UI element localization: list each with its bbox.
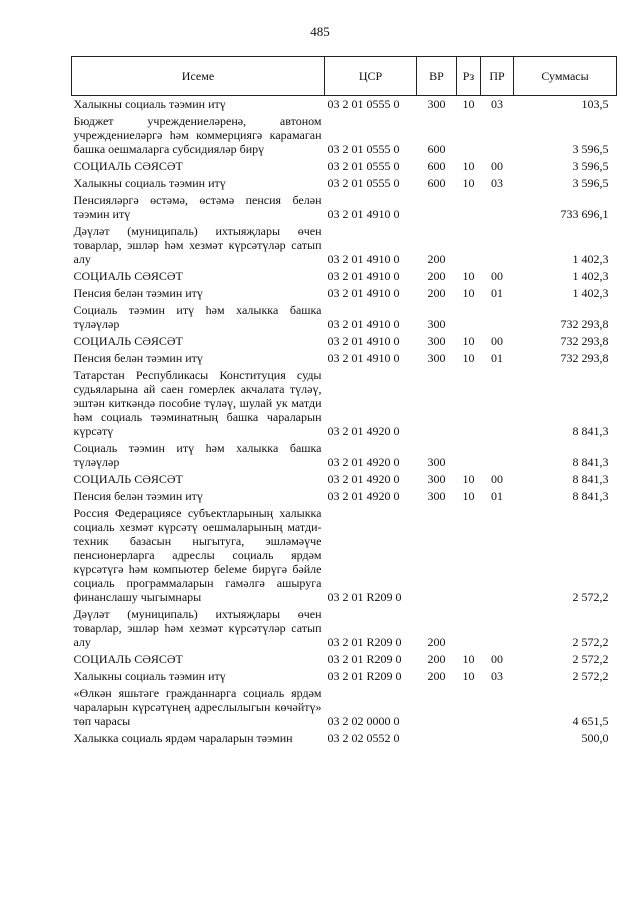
cell-sum: 2 572,2 [572, 590, 609, 604]
cell-name: Россия Федерациясе субъектларының халыкка социаль хезмәт күрсәтү оешмаларының матди-техник базасын ныгытуга, эшләмәүче пенсионерларга адреслы социаль ярдәм күрсәтүгә һәм компьютер беleме бирүгә бәйле социаль программаларын гамәлгә ашыруга финанслашу чыгымнары [73, 506, 322, 604]
table-row [72, 192, 617, 223]
table-row [72, 505, 617, 606]
cell-name: СОЦИАЛЬ СӘЯСӘТ [73, 269, 183, 283]
cell-pr [481, 505, 514, 606]
cell-sum: 2 572,2 [572, 635, 609, 649]
table-row [72, 302, 617, 333]
cell-pr: 03 [491, 669, 503, 683]
table-body [72, 96, 617, 748]
cell-rz [457, 302, 481, 333]
table-row [72, 333, 617, 350]
cell-vr: 300 [427, 489, 446, 503]
cell-pr [481, 223, 514, 268]
cell-vr: 200 [427, 652, 446, 666]
cell-name: Татарстан Республикасы Конституция суды судьяларына ай саен гомерлек акчалата түләү, эштән киткәндә пособие түләү, шулай ук матди һәм социаль тәэминатның башка чараларын күрсәтү [73, 368, 322, 438]
column-header-name: Исеме [72, 57, 325, 96]
column-header-csr: ЦСР [325, 57, 417, 96]
cell-pr [481, 440, 514, 471]
cell-vr: 300 [427, 351, 446, 365]
cell-rz [457, 606, 481, 651]
cell-csr: 03 2 01 4910 0 [327, 286, 400, 300]
cell-name: Пенсияләргә өстәмә, өстәмә пенсия белән тәэмин итү [73, 193, 322, 221]
cell-sum: 732 293,8 [560, 351, 609, 365]
cell-vr: 200 [427, 286, 446, 300]
cell-csr: 03 2 01 R209 0 [327, 590, 402, 604]
cell-rz [457, 505, 481, 606]
cell-pr: 00 [491, 472, 503, 486]
cell-name: Бюджет учреждениеләренә, автоном учреждениеләргә һәм коммерциягә карамаган башка оешмаларга субсидияләр бирү [73, 114, 322, 156]
cell-name: Социаль тәэмин итү һәм халыкка башка түләүләр [73, 303, 322, 331]
cell-csr: 03 2 01 4920 0 [327, 472, 400, 486]
cell-vr: 200 [427, 635, 446, 649]
cell-pr: 03 [491, 97, 503, 111]
cell-rz [457, 367, 481, 440]
cell-name: Социаль тәэмин итү һәм халыкка башка түләүләр [73, 441, 322, 469]
cell-sum: 8 841,3 [572, 424, 609, 438]
cell-sum: 733 696,1 [560, 207, 609, 221]
table-row [72, 440, 617, 471]
cell-csr: 03 2 01 4910 0 [327, 207, 400, 221]
table-row [72, 113, 617, 158]
cell-name: Пенсия белән тәэмин итү [73, 489, 203, 503]
cell-rz: 10 [462, 669, 475, 683]
cell-name: Дәүләт (муниципаль) ихтыяҗлары өчен товарлар, эшләр һәм хезмәт күрсәтүләр сатып алу [73, 607, 322, 649]
cell-csr: 03 2 01 4920 0 [327, 455, 400, 469]
cell-csr: 03 2 01 R209 0 [327, 635, 402, 649]
cell-csr: 03 2 01 R209 0 [327, 652, 402, 666]
cell-pr [481, 606, 514, 651]
cell-sum: 732 293,8 [560, 317, 609, 331]
cell-csr: 03 2 01 4910 0 [327, 252, 400, 266]
cell-name: Халыкка социаль ярдәм чараларын тәэмин [73, 731, 293, 745]
table-row [72, 96, 617, 114]
cell-pr [481, 113, 514, 158]
cell-pr: 03 [491, 176, 503, 190]
table-row [72, 488, 617, 505]
table-row [72, 268, 617, 285]
cell-pr: 01 [491, 286, 503, 300]
cell-csr: 03 2 01 4910 0 [327, 351, 400, 365]
cell-name: Дәүләт (муниципаль) ихтыяҗлары өчен товарлар, эшләр һәм хезмәт күрсәтүләр сатып алу [73, 224, 322, 266]
table-row [72, 685, 617, 730]
cell-name: СОЦИАЛЬ СӘЯСӘТ [73, 334, 183, 348]
cell-name: Пенсия белән тәэмин итү [73, 286, 203, 300]
table-row [72, 223, 617, 268]
cell-pr [481, 302, 514, 333]
table-row [72, 606, 617, 651]
cell-rz: 10 [462, 652, 475, 666]
cell-sum: 103,5 [581, 97, 609, 111]
cell-name: Пенсия белән тәэмин итү [73, 351, 203, 365]
cell-vr: 300 [427, 455, 446, 469]
page-number: 485 [310, 24, 330, 39]
cell-pr: 00 [491, 652, 503, 666]
cell-rz: 10 [462, 176, 475, 190]
cell-vr: 600 [427, 159, 446, 173]
cell-sum: 8 841,3 [572, 455, 609, 469]
cell-rz: 10 [462, 334, 475, 348]
cell-vr: 300 [427, 97, 446, 111]
cell-name: Халыкны социаль тәэмин итү [73, 669, 226, 683]
cell-vr [417, 685, 457, 730]
cell-pr: 00 [491, 159, 503, 173]
cell-rz [457, 730, 481, 747]
column-header-pr: ПР [481, 57, 514, 96]
cell-rz: 10 [462, 97, 475, 111]
cell-name: СОЦИАЛЬ СӘЯСӘТ [73, 652, 183, 666]
cell-rz: 10 [462, 472, 475, 486]
cell-rz [457, 685, 481, 730]
cell-sum: 8 841,3 [572, 472, 609, 486]
cell-sum: 732 293,8 [560, 334, 609, 348]
cell-vr: 200 [427, 252, 446, 266]
column-header-sum: Суммасы [514, 57, 617, 96]
cell-vr [417, 367, 457, 440]
table-row [72, 651, 617, 668]
cell-sum: 3 596,5 [572, 176, 609, 190]
table-row [72, 158, 617, 175]
cell-vr: 600 [427, 176, 446, 190]
cell-pr [481, 730, 514, 747]
table-header [72, 57, 617, 96]
cell-sum: 1 402,3 [572, 252, 609, 266]
cell-rz: 10 [462, 351, 475, 365]
cell-sum: 1 402,3 [572, 269, 609, 283]
cell-sum: 3 596,5 [572, 142, 609, 156]
cell-rz: 10 [462, 489, 475, 503]
cell-name: Халыкны социаль тәэмин итү [73, 97, 226, 111]
cell-sum: 3 596,5 [572, 159, 609, 173]
cell-rz: 10 [462, 286, 475, 300]
table-row [72, 285, 617, 302]
cell-pr: 00 [491, 269, 503, 283]
cell-rz [457, 192, 481, 223]
cell-csr: 03 2 01 4910 0 [327, 334, 400, 348]
cell-name: СОЦИАЛЬ СӘЯСӘТ [73, 159, 183, 173]
cell-vr: 200 [427, 669, 446, 683]
cell-sum: 4 651,5 [572, 714, 609, 728]
table-row [72, 350, 617, 367]
cell-pr: 01 [491, 489, 503, 503]
cell-name: Халыкны социаль тәэмин итү [73, 176, 226, 190]
cell-vr: 300 [427, 472, 446, 486]
cell-csr: 03 2 01 4910 0 [327, 269, 400, 283]
cell-pr [481, 192, 514, 223]
cell-vr [417, 730, 457, 747]
cell-sum: 1 402,3 [572, 286, 609, 300]
cell-rz [457, 440, 481, 471]
cell-csr: 03 2 02 0000 0 [327, 714, 400, 728]
column-header-rz: Рз [457, 57, 481, 96]
cell-name: «Өлкән яшьтәге гражданнарга социаль ярдәм чараларын күрсәтүнең адреслылыгын көчәйтү» төп чарасы [73, 686, 322, 728]
table-row [72, 730, 617, 747]
cell-pr: 01 [491, 351, 503, 365]
cell-rz [457, 223, 481, 268]
cell-pr: 00 [491, 334, 503, 348]
cell-vr: 300 [427, 317, 446, 331]
cell-csr: 03 2 01 0555 0 [327, 176, 400, 190]
cell-sum: 500,0 [581, 731, 609, 745]
table-row [72, 471, 617, 488]
budget-table [71, 56, 617, 747]
cell-sum: 2 572,2 [572, 669, 609, 683]
cell-csr: 03 2 01 0555 0 [327, 97, 400, 111]
cell-rz: 10 [462, 159, 475, 173]
cell-csr: 03 2 01 4910 0 [327, 317, 400, 331]
cell-csr: 03 2 01 0555 0 [327, 159, 400, 173]
cell-csr: 03 2 02 0552 0 [327, 731, 400, 745]
cell-sum: 2 572,2 [572, 652, 609, 666]
cell-pr [481, 685, 514, 730]
cell-csr: 03 2 01 4920 0 [327, 424, 400, 438]
cell-vr [417, 192, 457, 223]
cell-vr [417, 505, 457, 606]
table-row [72, 367, 617, 440]
cell-rz [457, 113, 481, 158]
table-row [72, 175, 617, 192]
cell-csr: 03 2 01 R209 0 [327, 669, 402, 683]
column-header-vr: ВР [417, 57, 457, 96]
cell-csr: 03 2 01 4920 0 [327, 489, 400, 503]
cell-rz: 10 [462, 269, 475, 283]
table-row [72, 668, 617, 685]
cell-csr: 03 2 01 0555 0 [327, 142, 400, 156]
cell-vr: 600 [427, 142, 446, 156]
cell-vr: 200 [427, 269, 446, 283]
cell-vr: 300 [427, 334, 446, 348]
cell-sum: 8 841,3 [572, 489, 609, 503]
cell-name: СОЦИАЛЬ СӘЯСӘТ [73, 472, 183, 486]
cell-pr [481, 367, 514, 440]
